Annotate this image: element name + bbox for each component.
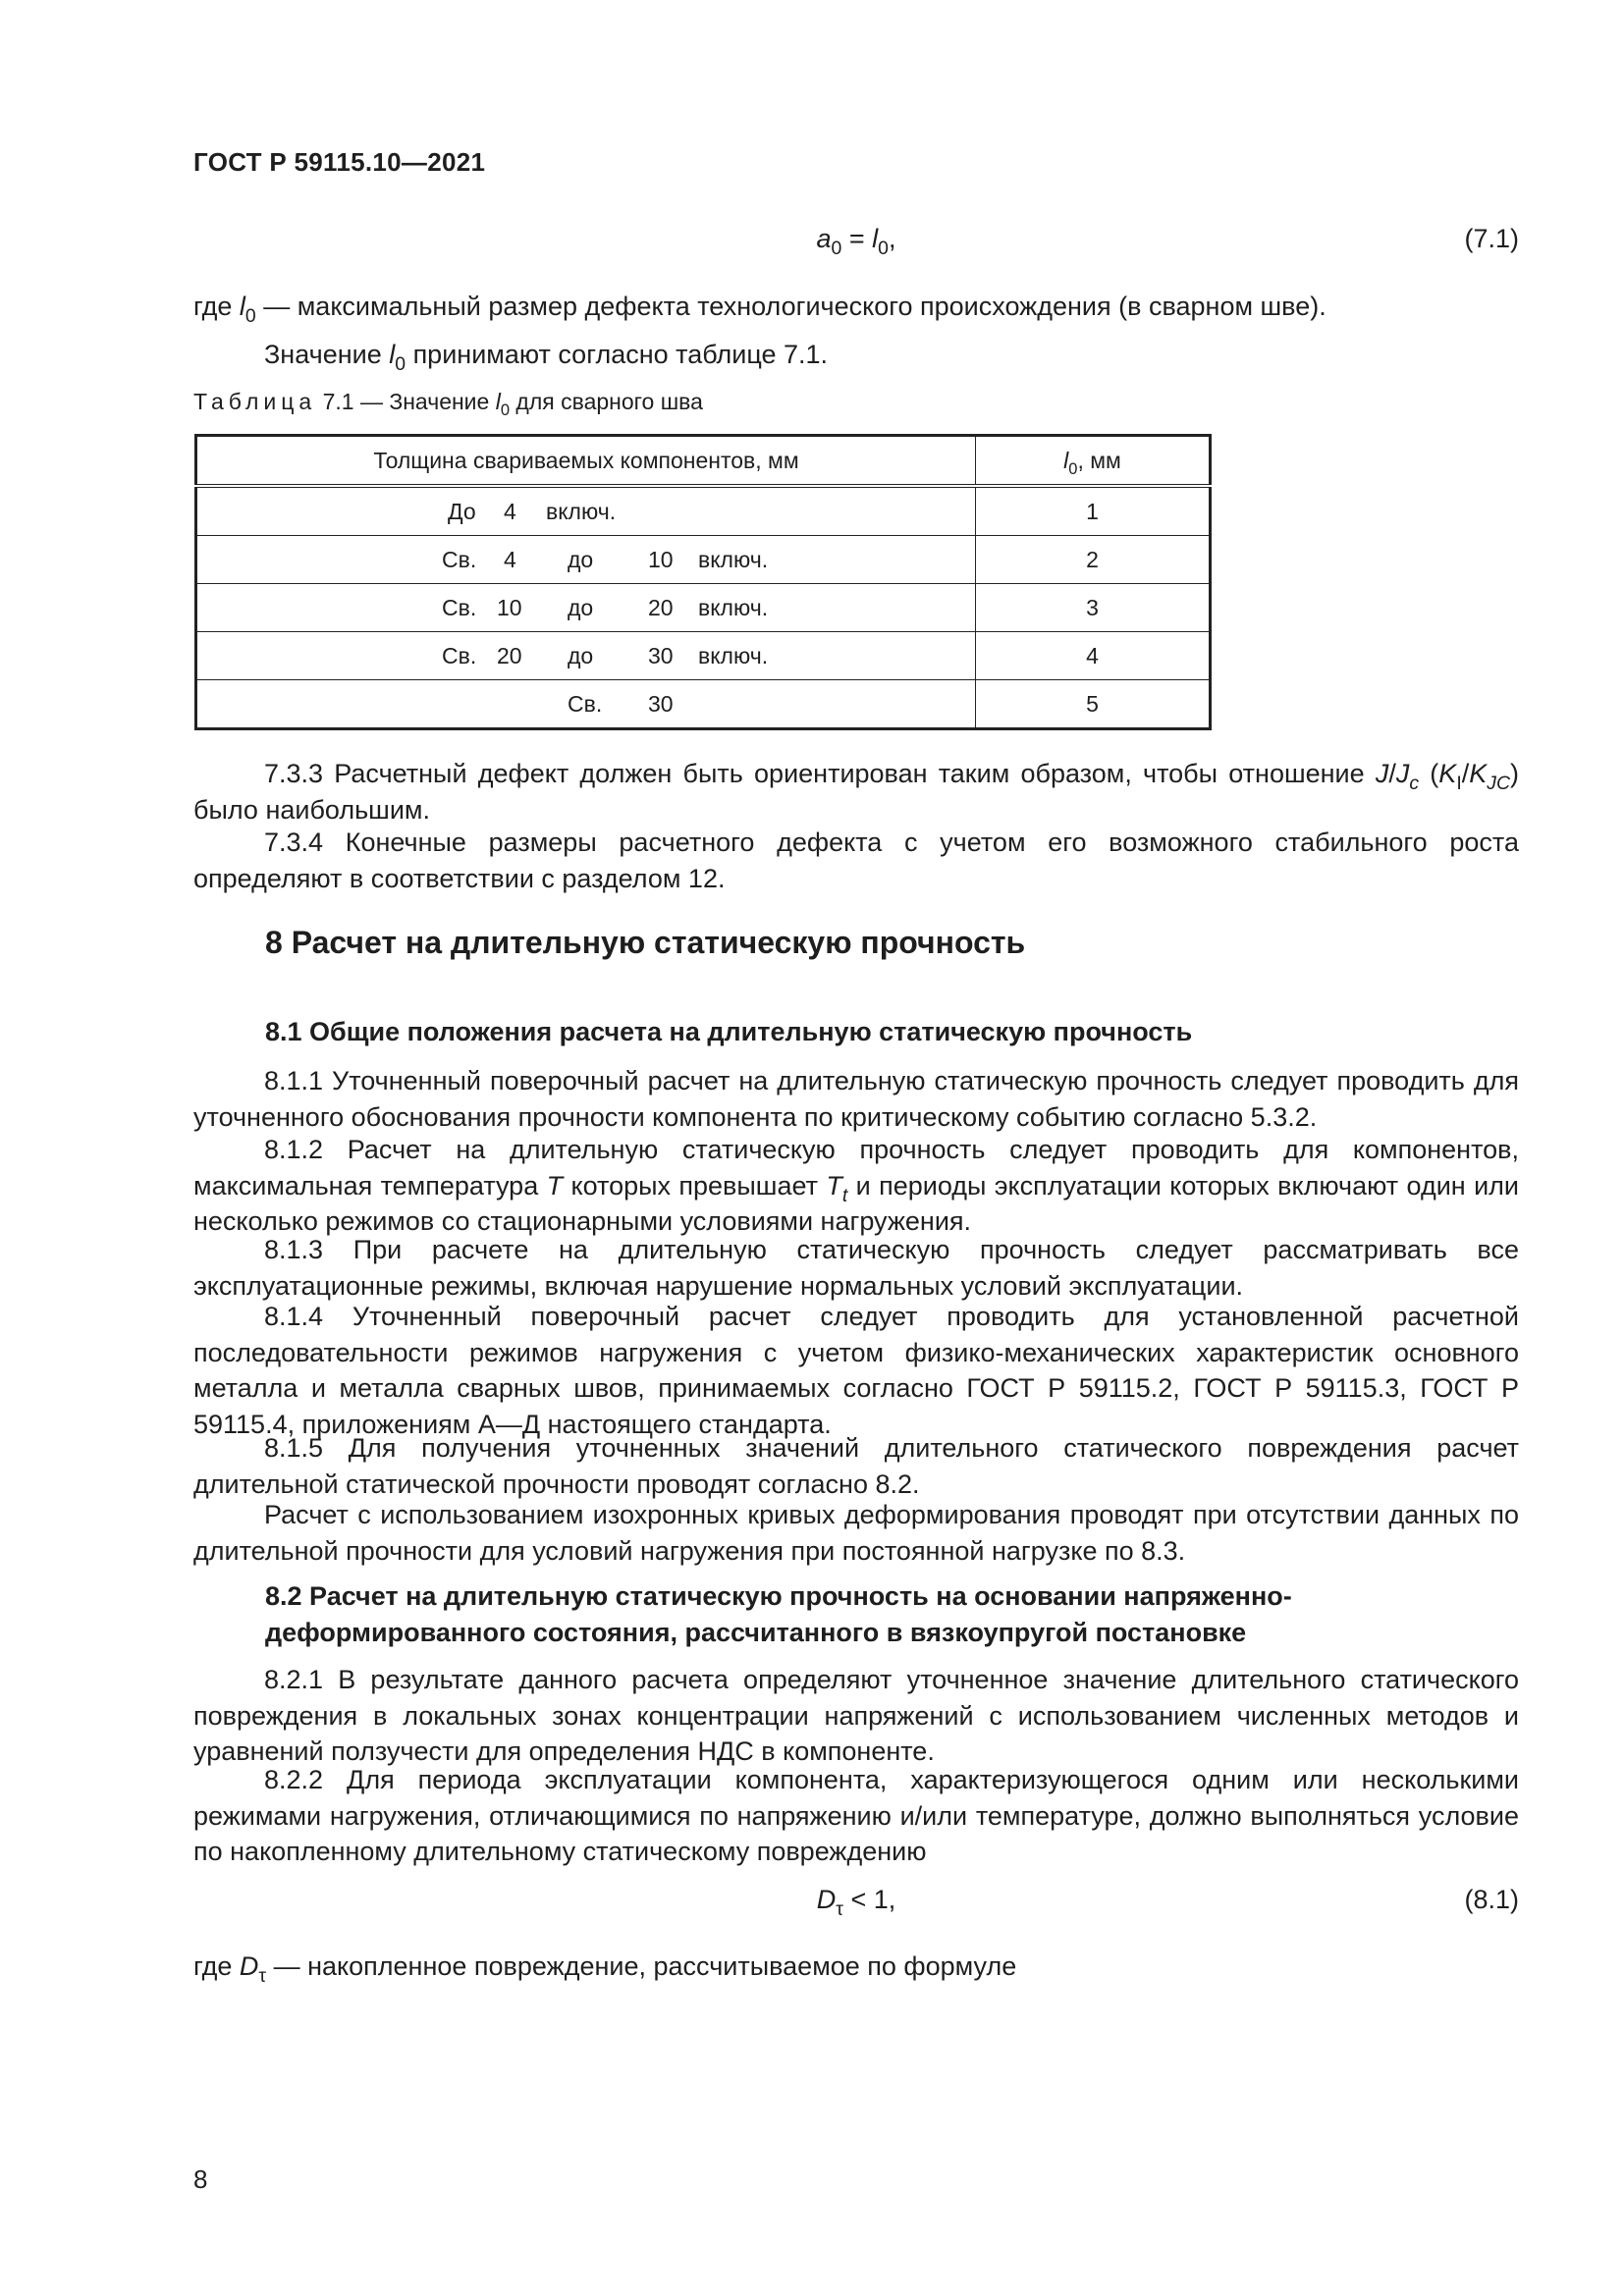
table-cell-thickness: Св. 30 [196,680,976,729]
section-8-2-heading: 8.2 Расчет на длительную статическую прочность на основании напряженно- деформированного состояния, рассчитанного в вязкоупругой постановке [265,1581,1292,1647]
table-row [196,486,1211,536]
table-cell-thickness: Св. 10 до 20 включ. [196,584,976,632]
paragraph-8-2-2: 8.2.2 Для периода эксплуатации компонента, характеризующегося одним или несколькими режимами нагружения, отличающимися по напряжению и/или температуре, должно выполняться условие по накопленному длительному статическому повреждению [193,1765,1519,1866]
table-cell-value: 5 [976,680,1211,729]
table-7-1-caption: Таблица 7.1 — Значение $l_0$ для сварного шва [193,389,703,419]
paragraph-7-3-4: 7.3.4 Конечные размеры расчетного дефекта с учетом его возможного стабильного роста определяют в соответствии с разделом 12. [193,828,1519,893]
paragraph-8-1-2: 8.1.2 Расчет на длительную статическую прочность следует проводить для компонентов, максимальная температура T которых превышает $T_t$ и периоды эксплуатации которых включают один или несколько режимов со стационарными условиями нагружения. [193,1135,1519,1236]
table-row [196,536,1211,584]
paragraph-8-1-4: 8.1.4 Уточненный поверочный расчет следует проводить для установленной расчетной последовательности режимов нагружения с учетом физико-механических характеристик основного металла и металла сварных швов, принимаемых согласно ГОСТ Р 59115.2, ГОСТ Р 59115.3, ГОСТ Р 59115.4, приложениям А—Д настоящего стандарта. [193,1302,1519,1439]
table-cell-value: 4 [976,632,1211,680]
formula-7-1-number: (7.1) [1464,224,1519,253]
table-row [196,632,1211,680]
value-note: Значение $l_0$ принимают согласно таблице 7.1. [264,340,829,375]
table-header-l0: $l_0$, мм [976,436,1211,487]
formula-8-1-expression: $D_\tau < 1$, [816,1885,896,1920]
table-cell-thickness: До 4 включ. [196,486,976,536]
table-cell-value: 2 [976,536,1211,584]
paragraph-8-1-5: 8.1.5 Для получения уточненных значений длительного статического повреждения расчет длительной статической прочности проводят согласно 8.2. [193,1433,1519,1499]
formula-8-1-number: (8.1) [1464,1885,1519,1914]
table-header-thickness: Толщина свариваемых компонентов, мм [196,436,976,487]
table-7-1 [194,434,1212,730]
paragraph-8-1-1: 8.1.1 Уточненный поверочный расчет на длительную статическую прочность следует проводить для уточненного обоснования прочности компонента по критическому событию согласно 5.3.2. [193,1066,1519,1132]
section-8-1-heading: 8.1 Общие положения расчета на длительную статическую прочность [265,1017,1193,1046]
table-cell-thickness: Св. 4 до 10 включ. [196,536,976,584]
where-l0-definition: где $l_0$ — максимальный размер дефекта технологического происхождения (в сварном шве). [193,292,1326,327]
paragraph-7-3-3: 7.3.3 Расчетный дефект должен быть ориентирован таким образом, чтобы отношение $J/J_c$ $(K_I/K_{JC})$ было наибольшим. [193,759,1520,825]
document-header: ГОСТ Р 59115.10—2021 [193,147,486,177]
table-cell-thickness: Св. 20 до 30 включ. [196,632,976,680]
table-cell-value: 1 [976,486,1211,536]
where-dt-definition: где $D_\tau$ — накопленное повреждение, рассчитываемое по формуле [193,1951,1017,1987]
paragraph-8-1-6: Расчет с использованием изохронных кривых деформирования проводят при отсутствии данных по длительной прочности для условий нагружения при постоянной нагрузке по 8.3. [193,1500,1519,1566]
table-row [196,680,1211,729]
formula-7-1-expression: $a_0 = l_0$, [816,224,896,259]
paragraph-8-2-1: 8.2.1 В результате данного расчета определяют уточненное значение длительного статического повреждения в локальных зонах концентрации напряжений с использованием численных методов и уравнений ползучести для определения НДС в компоненте. [193,1665,1519,1766]
table-row [196,584,1211,632]
paragraph-8-1-3: 8.1.3 При расчете на длительную статическую прочность следует рассматривать все эксплуатационные режимы, включая нарушение нормальных условий эксплуатации. [193,1235,1519,1301]
table-cell-value: 3 [976,584,1211,632]
page-number: 8 [193,2164,208,2194]
section-8-heading: 8 Расчет на длительную статическую прочность [265,925,1026,960]
table-header-row [196,436,1211,487]
